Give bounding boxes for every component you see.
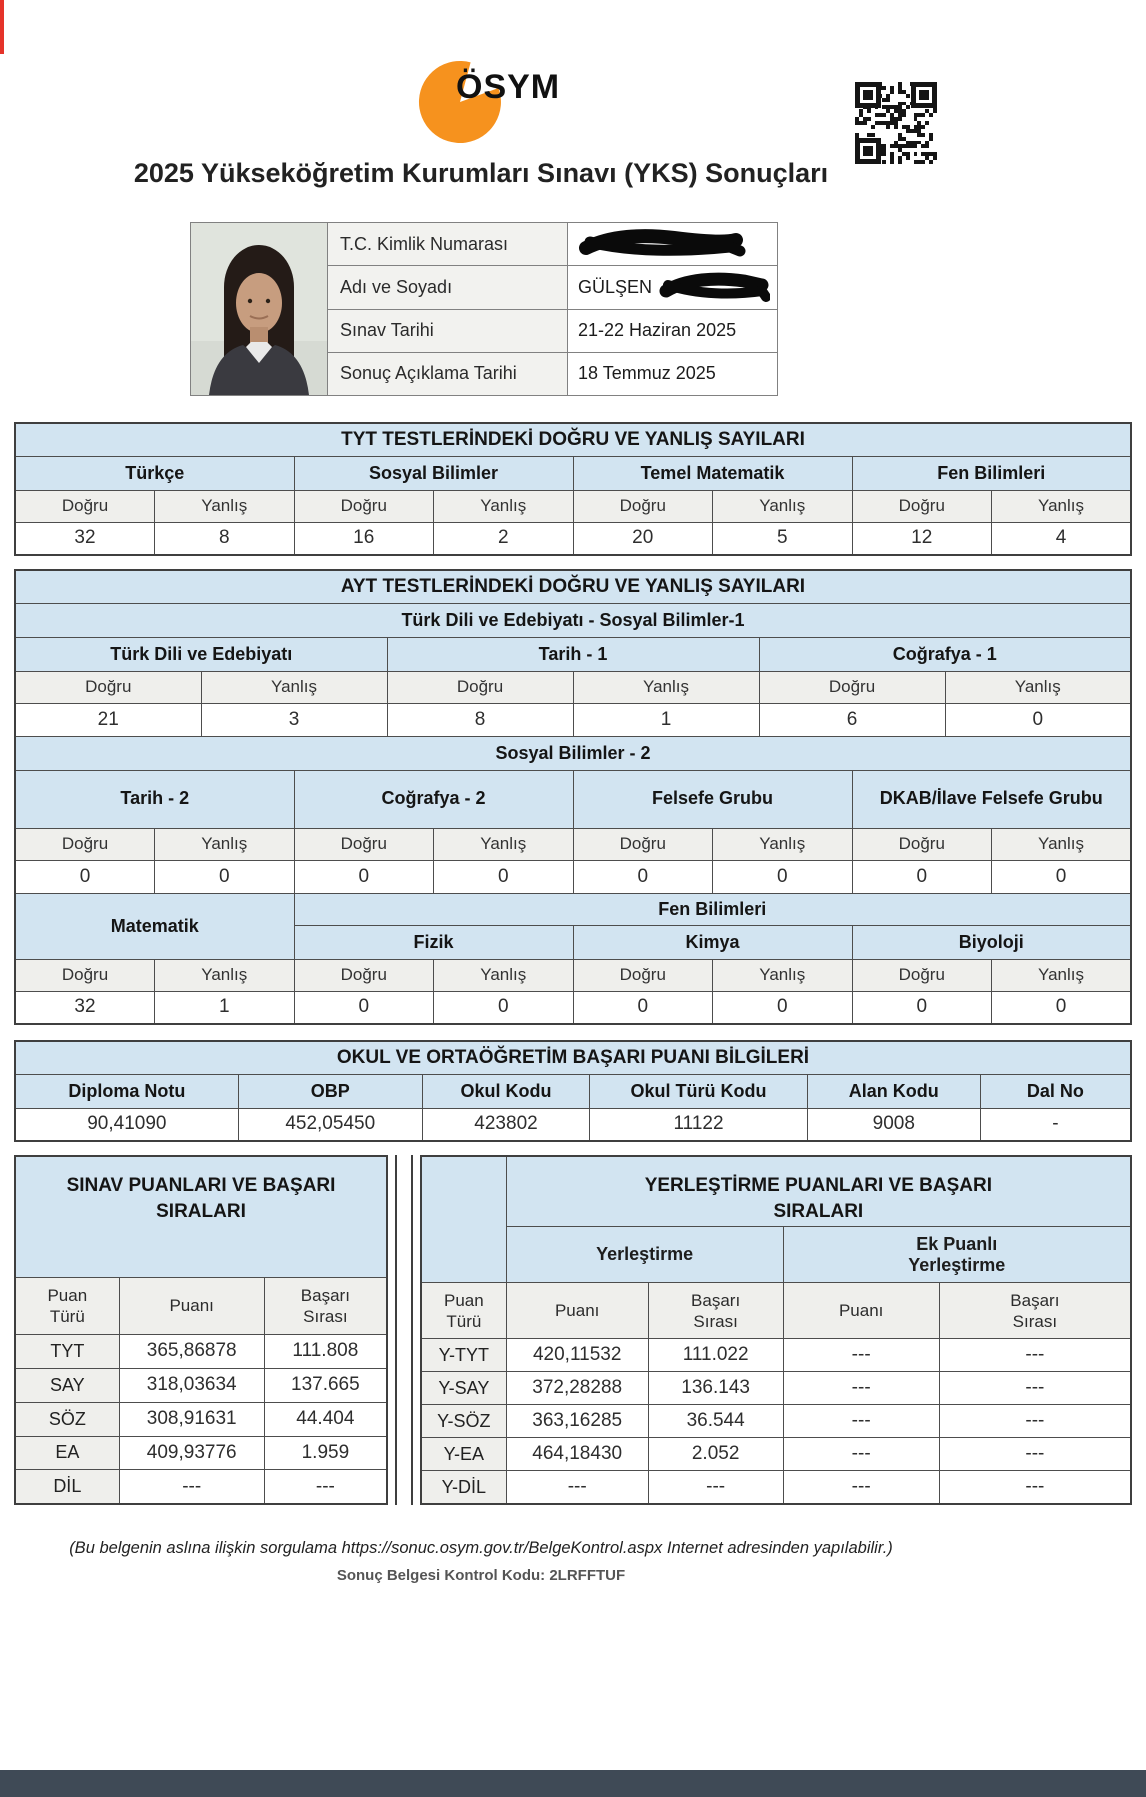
header-center-column [0, 0, 962, 214]
column-header: Başarı Sırası [264, 1277, 387, 1334]
qr-finder-icon [855, 138, 881, 164]
dogru-label: Doğru [294, 828, 434, 860]
placement-row [421, 1471, 1131, 1504]
ayt-s3-label-row [15, 959, 1131, 991]
placement-header-row [421, 1283, 1131, 1339]
score-row [15, 1334, 387, 1368]
identity-label: Adı ve Soyadı [328, 266, 568, 309]
score-row [15, 1436, 387, 1470]
score-value: 372,28288 [506, 1372, 648, 1405]
subject-header: Biyoloji [852, 925, 1131, 959]
tyt-table-title: TYT TESTLERİNDEKİ DOĞRU VE YANLIŞ SAYILARI [15, 423, 1131, 456]
count-value: 1 [155, 991, 295, 1024]
yanlis-label: Yanlış [713, 828, 853, 860]
column-header: OBP [238, 1074, 422, 1108]
ek-score-value: --- [783, 1339, 939, 1372]
yanlis-label: Yanlış [992, 828, 1132, 860]
column-header: Alan Kodu [807, 1074, 980, 1108]
ek-score-value: --- [783, 1438, 939, 1471]
subject-header: Temel Matematik [573, 456, 852, 490]
dogru-label: Doğru [15, 490, 155, 522]
score-type: SAY [15, 1368, 119, 1402]
ayt-s2-subject-row [15, 770, 1131, 828]
ayt-s2-label-row [15, 828, 1131, 860]
count-value: 0 [852, 991, 992, 1024]
yanlis-label: Yanlış [434, 490, 574, 522]
count-value: 12 [852, 522, 992, 555]
identity-label: Sonuç Açıklama Tarihi [328, 352, 568, 395]
school-table-title: OKUL VE ORTAÖĞRETİM BAŞARI PUANI BİLGİLERİ [15, 1041, 1131, 1074]
count-value: 0 [713, 991, 853, 1024]
ayt-s3-header-row [15, 893, 1131, 925]
rank-value: 136.143 [648, 1372, 783, 1405]
dogru-label: Doğru [15, 671, 201, 703]
matematik-header: Matematik [15, 893, 294, 959]
score-value: 464,18430 [506, 1438, 648, 1471]
rank-value: 2.052 [648, 1438, 783, 1471]
ayt-results-table [14, 569, 1132, 1025]
diploma-notu-value: 90,41090 [15, 1108, 238, 1141]
count-value: 6 [759, 703, 945, 736]
count-value: 20 [573, 522, 713, 555]
identity-value [568, 266, 778, 309]
table-divider [395, 1155, 413, 1505]
score-type: DİL [15, 1470, 119, 1504]
yanlis-label: Yanlış [201, 671, 387, 703]
subject-header: Coğrafya - 1 [759, 637, 1131, 671]
alan-kodu-value: 9008 [807, 1108, 980, 1141]
identity-row [191, 223, 778, 266]
rank-value: 44.404 [264, 1402, 387, 1436]
score-row [15, 1470, 387, 1504]
placement-scores-table [420, 1155, 1132, 1505]
score-value: 409,93776 [119, 1436, 264, 1470]
ek-rank-value: --- [939, 1339, 1131, 1372]
ek-rank-value: --- [939, 1372, 1131, 1405]
dogru-label: Doğru [852, 959, 992, 991]
ek-score-value: --- [783, 1372, 939, 1405]
ayt-s1-value-row [15, 703, 1131, 736]
column-header: Başarı Sırası [939, 1283, 1131, 1339]
placement-row [421, 1405, 1131, 1438]
verification-note: (Bu belgenin aslına ilişkin sorgulama https://sonuc.osym.gov.tr/BelgeKontrol.aspx Internet adresinden yapılabilir.) [69, 1538, 893, 1557]
count-value: 16 [294, 522, 434, 555]
score-type: Y-EA [421, 1438, 506, 1471]
column-header: Dal No [980, 1074, 1131, 1108]
subject-header: Felsefe Grubu [573, 770, 852, 828]
bottom-taskbar-strip [0, 1770, 1146, 1797]
score-type: TYT [15, 1334, 119, 1368]
score-value: 365,86878 [119, 1334, 264, 1368]
school-info-table [14, 1040, 1132, 1142]
count-value: 0 [992, 860, 1132, 893]
count-value: 0 [573, 991, 713, 1024]
subject-header: Tarih - 1 [387, 637, 759, 671]
placement-row [421, 1339, 1131, 1372]
subject-header: Türkçe [15, 456, 294, 490]
score-row [15, 1368, 387, 1402]
rank-value: 137.665 [264, 1368, 387, 1402]
placement-title-row [421, 1156, 1131, 1227]
score-type: Y-SÖZ [421, 1405, 506, 1438]
okul-turu-kodu-value: 11122 [590, 1108, 808, 1141]
count-value: 0 [992, 991, 1132, 1024]
count-value: 32 [15, 991, 155, 1024]
subject-header: Türk Dili ve Edebiyatı [15, 637, 387, 671]
score-value: 318,03634 [119, 1368, 264, 1402]
count-value: 0 [15, 860, 155, 893]
yanlis-label: Yanlış [945, 671, 1131, 703]
count-value: 1 [573, 703, 759, 736]
result-date-value: 18 Temmuz 2025 [568, 352, 778, 395]
qr-finder-icon [855, 82, 881, 108]
score-type: Y-DİL [421, 1471, 506, 1504]
column-header: Başarı Sırası [648, 1283, 783, 1339]
yanlis-label: Yanlış [434, 828, 574, 860]
dogru-label: Doğru [15, 828, 155, 860]
qr-finder-icon [911, 82, 937, 108]
exam-header-row [15, 1277, 387, 1334]
tyt-subject-row [15, 456, 1131, 490]
yanlis-label: Yanlış [992, 490, 1132, 522]
ayt-s3-value-row [15, 991, 1131, 1024]
score-type: EA [15, 1436, 119, 1470]
placement-row [421, 1438, 1131, 1471]
column-header: Diploma Notu [15, 1074, 238, 1108]
yanlis-label: Yanlış [713, 490, 853, 522]
yerlestirme-group-header: Yerleştirme [506, 1227, 783, 1283]
ayt-s1-subject-row [15, 637, 1131, 671]
column-header: Puanı [506, 1283, 648, 1339]
document-title: 2025 Yükseköğretim Kurumları Sınavı (YKS) Sonuçları [133, 158, 829, 188]
identity-table [190, 222, 778, 396]
count-value: 8 [155, 522, 295, 555]
osym-logo [418, 52, 561, 146]
ek-rank-value: --- [939, 1438, 1131, 1471]
score-type: SÖZ [15, 1402, 119, 1436]
yanlis-label: Yanlış [992, 959, 1132, 991]
ayt-section2-title: Sosyal Bilimler - 2 [15, 736, 1131, 770]
okul-kodu-value: 423802 [422, 1108, 589, 1141]
exam-scores-title: SINAV PUANLARI VE BAŞARI SIRALARI [15, 1156, 387, 1277]
ayt-s2-value-row [15, 860, 1131, 893]
fen-bilimleri-header: Fen Bilimleri [294, 893, 1131, 925]
count-value: 21 [15, 703, 201, 736]
dogru-label: Doğru [852, 828, 992, 860]
score-value: 420,11532 [506, 1339, 648, 1372]
yanlis-label: Yanlış [434, 959, 574, 991]
ek-puanli-group-header: Ek Puanlı Yerleştirme [783, 1227, 1131, 1283]
count-value: 3 [201, 703, 387, 736]
placement-row [421, 1372, 1131, 1405]
score-type: Y-SAY [421, 1372, 506, 1405]
yanlis-label: Yanlış [573, 671, 759, 703]
ayt-s1-label-row [15, 671, 1131, 703]
dogru-label: Doğru [15, 959, 155, 991]
count-value: 4 [992, 522, 1132, 555]
rank-value: 111.808 [264, 1334, 387, 1368]
rank-value: 36.544 [648, 1405, 783, 1438]
school-value-row [15, 1108, 1131, 1141]
dogru-label: Doğru [573, 959, 713, 991]
count-value: 8 [387, 703, 573, 736]
ayt-section1-title: Türk Dili ve Edebiyatı - Sosyal Bilimler-1 [15, 603, 1131, 637]
dal-no-value: - [980, 1108, 1131, 1141]
score-tables-section [14, 1155, 1132, 1505]
rank-value: 1.959 [264, 1436, 387, 1470]
rank-value: 111.022 [648, 1339, 783, 1372]
dogru-label: Doğru [294, 959, 434, 991]
dogru-label: Doğru [294, 490, 434, 522]
count-value: 0 [434, 860, 574, 893]
applicant-photo [191, 223, 328, 396]
score-row [15, 1402, 387, 1436]
column-header: Puan Türü [421, 1283, 506, 1339]
column-header: Puanı [119, 1277, 264, 1334]
exam-scores-table [14, 1155, 388, 1505]
count-value: 0 [434, 991, 574, 1024]
osym-logo-text: ÖSYM [456, 68, 561, 106]
score-value: --- [119, 1470, 264, 1504]
column-header: Puan Türü [15, 1277, 119, 1334]
qr-code [855, 82, 937, 164]
count-value: 0 [294, 991, 434, 1024]
placement-title: YERLEŞTİRME PUANLARI VE BAŞARI SIRALARI [506, 1156, 1131, 1227]
ek-score-value: --- [783, 1471, 939, 1504]
column-header: Okul Türü Kodu [590, 1074, 808, 1108]
identity-label: Sınav Tarihi [328, 309, 568, 352]
count-value: 0 [573, 860, 713, 893]
score-value: 363,16285 [506, 1405, 648, 1438]
ek-rank-value: --- [939, 1471, 1131, 1504]
applicant-first-name: GÜLŞEN [578, 276, 653, 297]
yanlis-label: Yanlış [155, 490, 295, 522]
obp-value: 452,05450 [238, 1108, 422, 1141]
redaction-scribble-icon [578, 229, 746, 259]
ek-score-value: --- [783, 1405, 939, 1438]
rank-value: --- [264, 1470, 387, 1504]
identity-label: T.C. Kimlik Numarası [328, 223, 568, 266]
count-value: 0 [945, 703, 1131, 736]
score-value: --- [506, 1471, 648, 1504]
count-value: 5 [713, 522, 853, 555]
dogru-label: Doğru [573, 828, 713, 860]
tyt-label-row [15, 490, 1131, 522]
column-header: Puanı [783, 1283, 939, 1339]
subject-header: Fen Bilimleri [852, 456, 1131, 490]
count-value: 0 [294, 860, 434, 893]
redaction-scribble-icon [658, 271, 770, 303]
subject-header: DKAB/İlave Felsefe Grubu [852, 770, 1131, 828]
yanlis-label: Yanlış [713, 959, 853, 991]
dogru-label: Doğru [759, 671, 945, 703]
subject-header: Coğrafya - 2 [294, 770, 573, 828]
control-code: Sonuç Belgesi Kontrol Kodu: 2LRFFTUF [336, 1566, 626, 1584]
count-value: 2 [434, 522, 574, 555]
count-value: 0 [155, 860, 295, 893]
column-header: Okul Kodu [422, 1074, 589, 1108]
score-type: Y-TYT [421, 1339, 506, 1372]
subject-header: Kimya [573, 925, 852, 959]
tyt-value-row [15, 522, 1131, 555]
document-footer [0, 1539, 962, 1584]
count-value: 0 [713, 860, 853, 893]
rank-value: --- [648, 1471, 783, 1504]
yanlis-label: Yanlış [155, 828, 295, 860]
score-value: 308,91631 [119, 1402, 264, 1436]
subject-header: Sosyal Bilimler [294, 456, 573, 490]
subject-header: Fizik [294, 925, 573, 959]
ek-rank-value: --- [939, 1405, 1131, 1438]
dogru-label: Doğru [573, 490, 713, 522]
document-header [0, 0, 1146, 214]
yanlis-label: Yanlış [155, 959, 295, 991]
count-value: 0 [852, 860, 992, 893]
exam-date-value: 21-22 Haziran 2025 [568, 309, 778, 352]
dogru-label: Doğru [852, 490, 992, 522]
tyt-results-table [14, 422, 1132, 556]
portrait-photo-icon [191, 223, 327, 395]
school-header-row [15, 1074, 1131, 1108]
subject-header: Tarih - 2 [15, 770, 294, 828]
blank-header-cell [421, 1156, 506, 1283]
dogru-label: Doğru [387, 671, 573, 703]
count-value: 32 [15, 522, 155, 555]
identity-value-redacted [568, 223, 778, 266]
ayt-table-title: AYT TESTLERİNDEKİ DOĞRU VE YANLIŞ SAYILARI [15, 570, 1131, 603]
placement-group-row [421, 1227, 1131, 1283]
